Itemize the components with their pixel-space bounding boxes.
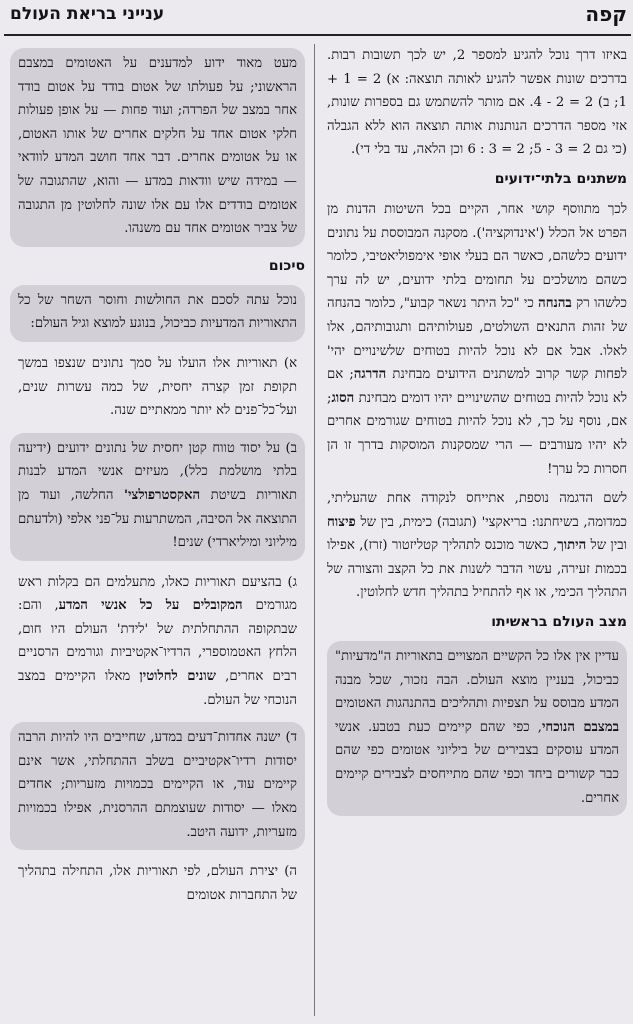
- paragraph-text: לשם הדגמה נוספת, אתייחס לנקודה אחת שהעליתי, כמדומה, בשיחתנו: בריאקצי' (תגובה) כימית, בין של: [327, 491, 627, 530]
- list-item-text: א) תאוריות אלו הועלו על סמך נתונים שנצפו במשך תקופת זמן קצרה יחסית, של כמה עשרות שנים, ועל־כל־פנים לא יותר ממאתיים שנה.: [18, 355, 297, 419]
- paragraph-text: עדיין אין אלו כל הקשיים המצויים בתאוריות ה"מדעיות" כביכול, בעניין מוצא העולם. הבה נזכור, שכל מבנה המדע מבוסס על תצפיות ותהליכים בהתנהגות האטומים: [335, 649, 619, 712]
- bold-term: המקובלים על כל אנשי המדע: [58, 598, 243, 614]
- bold-term: שונים לחלוטין: [139, 669, 216, 685]
- bold-term: הדרגה: [353, 367, 387, 383]
- header-rule: [4, 34, 631, 36]
- paragraph-text: ; אם, נוסף על כך, לא נוכל להיות בטוחים שגורמים אחרים לא יהיו מעורבים — הרי שמסקנות המוסקות בדרך זו הן חסרות כל ערך!: [327, 390, 627, 477]
- column-divider: [314, 44, 315, 1016]
- paragraph: [327, 198, 627, 481]
- shaded-paragraph: [327, 641, 627, 816]
- section-heading: משתנים בלתי־ידועים: [494, 170, 627, 187]
- paragraph-text: , כפי שהם קיימים כעת בטבע. אנשי המדע עוסקים בצבירים של ביליוני אטומים כפי שהם כבר קשורים ביחד וכפי שהם מתייחסים לצבירים קיימים אחרים.: [335, 719, 619, 806]
- list-item: [10, 722, 305, 850]
- list-item-text: ב) על יסוד טווח קטן יחסית של נתונים ידועים (ידיעה בלתי מושלמת כלל), מעיזים אנשי המדע לבנות תאוריות בשיטת: [18, 440, 297, 503]
- bold-term: הסוג: [331, 390, 355, 406]
- bold-term: האקסטרפולצי': [123, 487, 201, 503]
- list-item-text: מאלו הקיימים במצב הנוכחי של העולם.: [18, 669, 297, 708]
- list-item-text: ג) בהציעם תאוריות כאלו, מתעלמים הם בקלות ראש מגורמים: [18, 574, 297, 614]
- list-item: [10, 569, 305, 717]
- paragraph: [327, 44, 627, 162]
- bold-term: פיצוח: [327, 514, 356, 530]
- paragraph-text: ובין של: [586, 538, 627, 554]
- list-item-text: ד) ישנה אחדות־דעים במדע, שחייבים היו להיות הרבה יסודות רדיו־אקטיביים בשלב ההתחלתי, אשר אינם קיימים עוד, או הקיימים בכמויות מזעריות; אחדים מאלו — יסודות שעוצמתם ההרסנית, אפילו בכמויות מזעריות, ידועה היטב.: [18, 730, 297, 840]
- shaded-paragraph: [10, 48, 305, 247]
- page-header: [0, 0, 633, 38]
- shaded-paragraph: [10, 285, 305, 342]
- list-item-text: , והם: שבתקופה ההתחלתית של 'לידת' העולם היו חום, הלחץ האטמוספרי, הרדיו־אקטיביות וגורמים הרסניים רבים אחרים,: [18, 598, 297, 685]
- paragraph-text: באיזו דרך נוכל להגיע למספר 2, יש לכך תשובות רבות. בדרכים שונות אפשר להגיע לאותה תוצאה: א) 2 = 1 + 1; ב) 2 = 2 - 4. אם מותר להשתמש גם בספרות שונות, אזי מספר הדרכים הנותנות אותה תוצאה הוא ללא הגבלה (כי גם 2 = 3 - 5; 2 = 3 : 6 וכן הלאה, עד בלי די).: [327, 48, 627, 158]
- paragraph-text: , כאשר מוכנס לתהליך קטליזטור (זרז), אפילו בכמות זעירה, עשוי הדבר לשנות את כל הקצב והצורה של התהליך הכימי, או אף להתחיל בתהליך חדש לחלוטין.: [327, 538, 627, 601]
- section-heading: מצב העולם בראשיתו: [491, 614, 627, 631]
- list-item: [10, 350, 305, 427]
- list-item: [10, 433, 305, 561]
- paragraph-text: לכך מתווסף קושי אחר, הקיים בכל השיטות הדנות מן הפרט אל הכלל ('אינדוקציה'). מסקנה המבוססת על נתונים ידועים כלשהם, כאשר הם בעלי אופי אימפוליאטיבי, כלומר כשהם מושלכים על תחומים בלתי ידועים, יש לה ערך כלשהו רק: [327, 201, 627, 312]
- bold-term: בהנחה: [538, 296, 572, 312]
- paragraph-text: כי "כל היתר נשאר קבוע", כלומר בהנחה של זהות התנאים השולטים, פעולותיהם ותגובותיהם, אלו לאלו. אבל אם לא נוכל להיות בטוחים שלשינויים יהי' לפחות קשר קרוב למשתנים הידועים מבחינת: [327, 296, 627, 383]
- list-item: [10, 858, 305, 911]
- paragraph-text: נוכל עתה לסכם את החולשות וחוסר השחר של כל התאוריות המדעיות כביכול, בנוגע למוצא וגיל העולם:: [18, 292, 297, 332]
- section-heading: סיכום: [268, 257, 305, 274]
- bold-term: במצבם הנוכחי: [541, 719, 619, 735]
- bold-term: היתוך: [557, 538, 587, 554]
- left-column: [10, 44, 305, 1018]
- paragraph: [327, 487, 627, 605]
- list-item-text: החלשה, ועוד מן התוצאה אל הסיבה, המשתרעות על־פני אלפי (ולדעתם מיליוני ומיליארדי) שנים!: [18, 487, 297, 551]
- page-number: קפה: [585, 2, 627, 26]
- paragraph-text: ; אם לא נוכל להיות בטוחים שהשינויים יהיו דומים מבחינת: [327, 367, 627, 406]
- right-column: [327, 44, 627, 1018]
- list-item-text: ה) יצירת העולם, לפי תאוריות אלו, התחילה בתהליך של התחברות אטומים: [18, 864, 297, 903]
- paragraph-text: מעט מאוד ידוע למדענים על האטומים במצבם הראשוני; על פעולתו של אטום בודד על אטום בודד אחר במצב של הפרדה; ועוד פחות — על אופן פעולות חלקי אטום אחד על חלקים אחרים של אותו האטום, או על אטומים אחרים. דבר אחד חושב המדע לוודאי — במידה שיש וודאות במדע — והוא, שהתגובה של אטומים בודדים אלו עם אלו שונה לחלוטין מן התגובה של צביר אטומים אחד עם משנהו.: [18, 56, 297, 237]
- running-title: ענייני בריאת העולם: [10, 4, 165, 24]
